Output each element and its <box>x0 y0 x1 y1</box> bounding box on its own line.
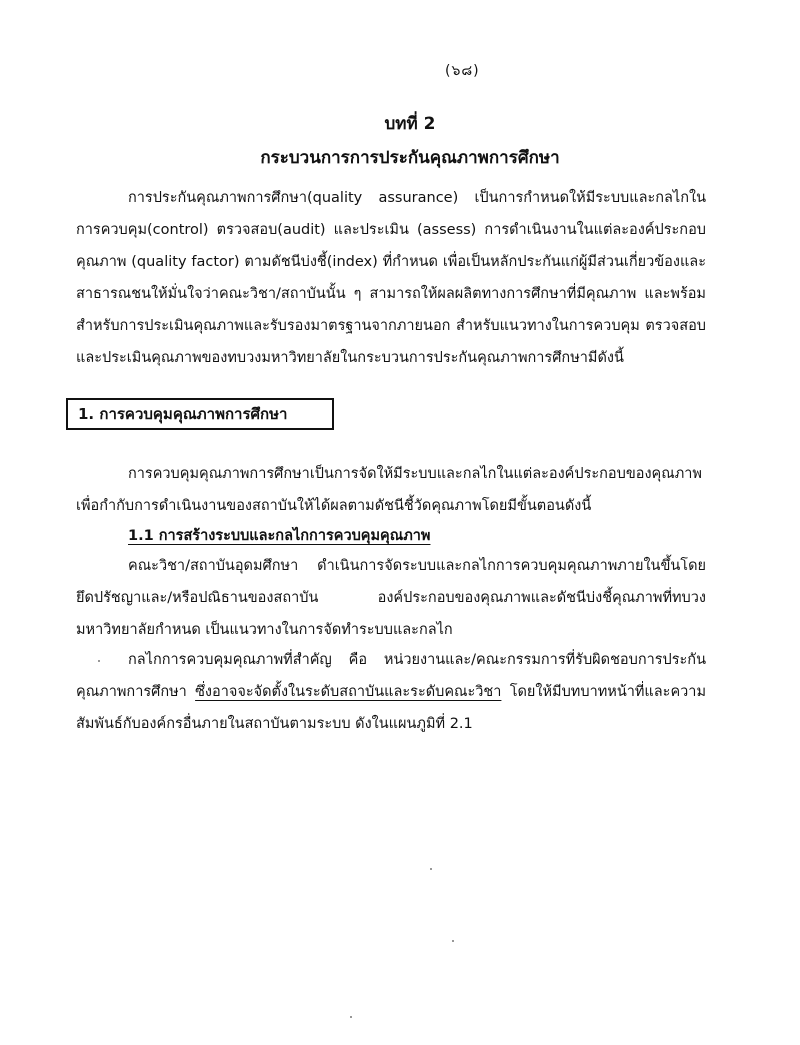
subsection-paragraph-2 <box>76 644 706 740</box>
section-heading: 1. การควบคุมคุณภาพการศึกษา <box>78 405 288 423</box>
scan-speck <box>350 1016 352 1018</box>
chapter-heading: บทที่ 2 <box>384 114 436 134</box>
section-heading-box <box>66 398 334 430</box>
paragraph-2-text-start: กลไกการควบคุมคุณภาพที่สำคัญ คือ หน่วยงานและ/คณะกรรมการที่รับผิดชอบการประกันคุณภาพการศึกษา <box>76 652 706 700</box>
section-body-paragraph: การควบคุมคุณภาพการศึกษาเป็นการจัดให้มีระบบและกลไกในแต่ละองค์ประกอบของคุณภาพ เพื่อกำกับการดำเนินงานของสถาบันให้ได้ผลตามดัชนีชี้วัดคุณภาพโดยมีขั้นตอนดังนี้ <box>76 466 702 514</box>
page-number: (๖๘) <box>445 63 480 79</box>
subsection-heading: 1.1 การสร้างระบบและกลไกการควบคุมคุณภาพ <box>128 528 431 544</box>
scan-speck <box>452 940 454 942</box>
paragraph-2-text-end: โดยให้มีบทบาทหน้าที่และความสัมพันธ์กับองค์กรอื่นภายในสถาบันตามระบบ ดังในแผนภูมิที่ 2.1 <box>76 684 706 732</box>
subsection-paragraph-1: คณะวิชา/สถาบันอุดมศึกษา ดำเนินการจัดระบบและกลไกการควบคุมคุณภาพภายในขึ้นโดยยึดปรัชญาและ/หรือปณิธานของสถาบัน องค์ประกอบของคุณภาพและดัชนีบ่งชี้คุณภาพที่ทบวงมหาวิทยาลัยกำหนด เป็นแนวทางในการจัดทำระบบและกลไก <box>76 558 706 638</box>
intro-paragraph: การประกันคุณภาพการศึกษา(quality assurance) เป็นการกำหนดให้มีระบบและกลไกในการควบคุม(control) ตรวจสอบ(audit) และประเมิน (assess) การดำเนินงานในแต่ละองค์ประกอบคุณภาพ (quality factor) ตามดัชนีบ่งชี้(index) ที่กำหนด เพื่อเป็นหลักประกันแก่ผู้มีส่วนเกี่ยวข้องและสาธารณชนให้มั่นใจว่าคณะวิชา/สถาบันนั้น ๆ สามารถให้ผลผลิตทางการศึกษาที่มีคุณภาพ และพร้อมสำหรับการประเมินคุณภาพและรับรองมาตรฐานจากภายนอก สำหรับแนวทางในการควบคุม ตรวจสอบและประเมินคุณภาพของทบวงมหาวิทยาลัยในกระบวนการประกันคุณภาพการศึกษามีดังนี้ <box>76 190 706 366</box>
paragraph-2-underlined-text: ซึ่งอาจจะจัดตั้งในระดับสถาบันและระดับคณะวิชา <box>195 684 502 700</box>
chapter-title: กระบวนการการประกันคุณภาพการศึกษา <box>260 148 560 168</box>
scan-speck <box>98 660 100 662</box>
scan-speck <box>430 868 432 870</box>
